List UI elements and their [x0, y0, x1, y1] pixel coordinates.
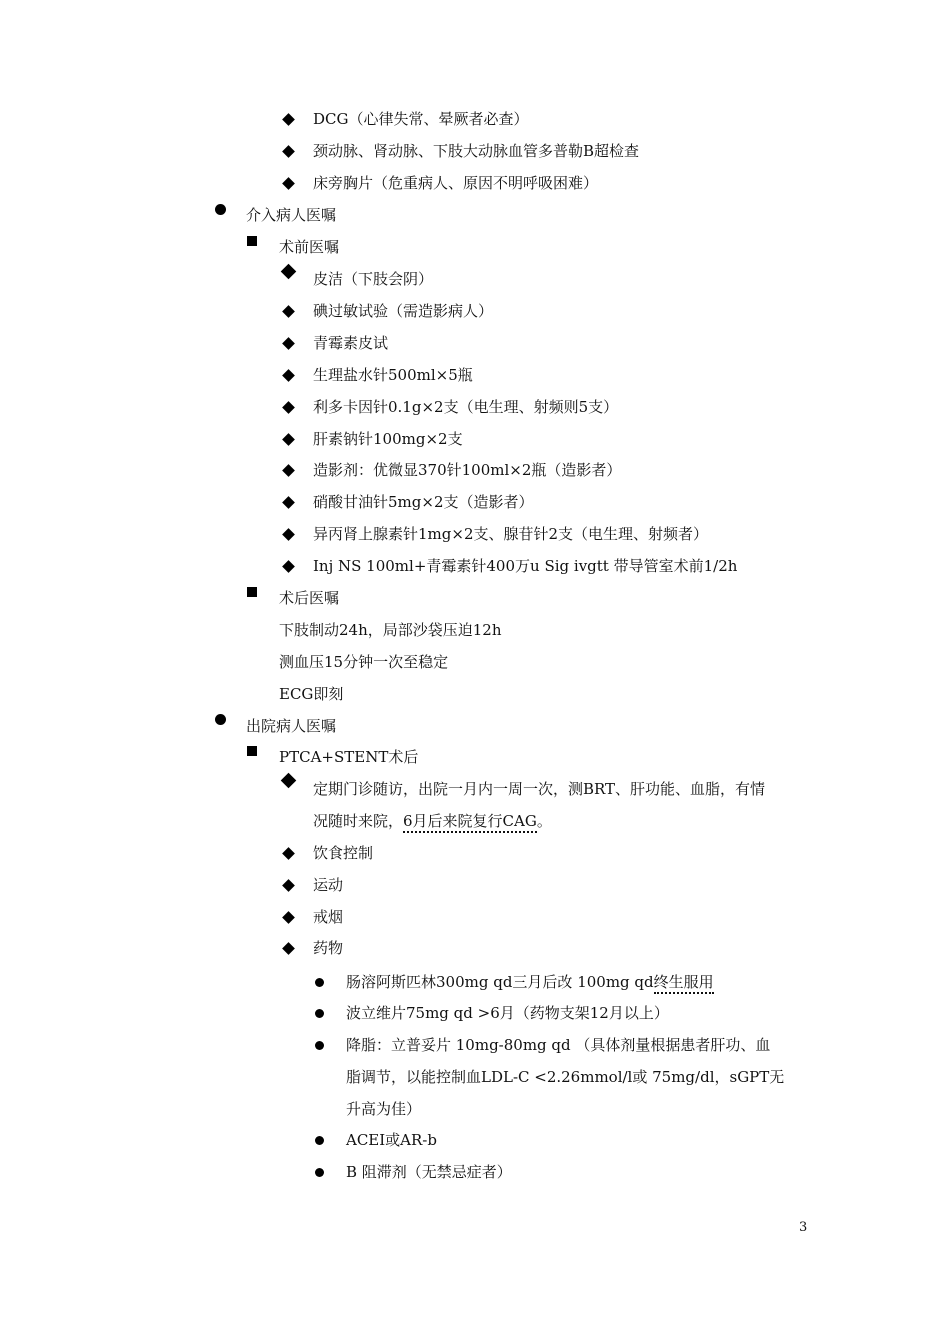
item-doppler: 颈动脉、肾动脉、下肢大动脉血管多普勒B超检查	[313, 142, 640, 160]
followup-text-c: 。	[536, 812, 552, 830]
dot-bullet-icon	[315, 1136, 324, 1145]
item-bp: 测血压15分钟一次至稳定	[279, 653, 449, 671]
diamond-bullet-icon	[282, 369, 295, 382]
item-aspirin	[346, 972, 714, 992]
diamond-bullet-icon	[282, 528, 295, 541]
circle-bullet-icon	[215, 204, 226, 215]
square-bullet-icon	[247, 746, 257, 756]
item-penicillin-test: 青霉素皮试	[313, 334, 389, 352]
diamond-bullet-icon	[282, 847, 295, 860]
diamond-bullet-icon	[282, 433, 295, 446]
dot-bullet-icon	[315, 1168, 324, 1177]
item-immobilize: 下肢制动24h，局部沙袋压迫12h	[279, 621, 502, 639]
item-iodine-test: 碘过敏试验（需造影病人）	[313, 302, 494, 320]
circle-bullet-icon	[215, 714, 226, 725]
section-discharge: 出院病人医嘱	[246, 717, 337, 735]
diamond-bullet-icon	[282, 113, 295, 126]
aspirin-emphasis: 终生服用	[654, 973, 714, 994]
diamond-bullet-icon	[282, 911, 295, 924]
item-dcg: DCG（心律失常、晕厥者必查）	[313, 110, 529, 128]
item-smoking: 戒烟	[313, 908, 344, 926]
diamond-bullet-icon	[282, 305, 295, 318]
item-heparin: 肝素钠针100mg×2支	[313, 430, 463, 448]
ptca-heading: PTCA+STENT术后	[279, 748, 419, 766]
dot-bullet-icon	[315, 1009, 324, 1018]
item-isoproterenol: 异丙肾上腺素针1mg×2支、腺苷针2支（电生理、射频者）	[313, 525, 709, 543]
page-number: 3	[799, 1220, 808, 1235]
diamond-bullet-icon	[282, 401, 295, 414]
dot-bullet-icon	[315, 978, 324, 987]
item-ecg: ECG即刻	[279, 685, 344, 703]
item-lipid-line3: 升高为佳）	[346, 1100, 422, 1118]
diamond-bullet-icon	[282, 496, 295, 509]
aspirin-text: 肠溶阿斯匹林300mg qd三月后改 100mg qd	[346, 973, 654, 991]
pre-op-heading: 术前医嘱	[279, 238, 340, 256]
item-lidocaine: 利多卡因针0.1g×2支（电生理、射频则5支）	[313, 398, 619, 416]
dot-bullet-icon	[315, 1041, 324, 1050]
diamond-bullet-icon	[281, 264, 297, 280]
item-beta-blocker: Β 阻滞剂（无禁忌症者）	[346, 1163, 512, 1181]
item-acei: ACEI或AR-b	[346, 1131, 437, 1149]
square-bullet-icon	[247, 587, 257, 597]
diamond-bullet-icon	[282, 942, 295, 955]
diamond-bullet-icon	[282, 145, 295, 158]
item-nitroglycerin: 硝酸甘油针5mg×2支（造影者）	[313, 493, 534, 511]
diamond-bullet-icon	[282, 337, 295, 350]
item-lipid-line2: 脂调节，以能控制血LDL-C <2.26mmol/l或 75mg/dl，sGPT无	[346, 1068, 785, 1086]
item-lipid-line1: 降脂：立普妥片 10mg-80mg qd （具体剂量根据患者肝功、血	[346, 1036, 771, 1054]
item-drugs: 药物	[313, 939, 344, 957]
diamond-bullet-icon	[282, 177, 295, 190]
square-bullet-icon	[247, 236, 257, 246]
item-contrast: 造影剂：优微显370针100ml×2瓶（造影者）	[313, 461, 622, 479]
item-followup-line1: 定期门诊随访，出院一月内一周一次，测BRT、肝功能、血脂，有情	[313, 780, 766, 798]
diamond-bullet-icon	[281, 773, 297, 789]
item-clopidogrel: 波立维片75mg qd >6月（药物支架12月以上）	[346, 1004, 669, 1022]
item-skin-prep: 皮洁（下肢会阴）	[313, 270, 434, 288]
diamond-bullet-icon	[282, 879, 295, 892]
followup-text-a: 况随时来院，	[313, 812, 404, 830]
item-injection: Inj NS 100ml+青霉素针400万u Sig ivgtt 带导管室术前1/2h	[313, 557, 738, 575]
followup-emphasis: 6月后来院复行CAG	[403, 812, 537, 833]
post-op-heading: 术后医嘱	[279, 589, 340, 607]
diamond-bullet-icon	[282, 560, 295, 573]
section-interventional: 介入病人医嘱	[246, 206, 337, 224]
item-diet: 饮食控制	[313, 844, 374, 862]
item-saline: 生理盐水针500ml×5瓶	[313, 366, 473, 384]
item-exercise: 运动	[313, 876, 344, 894]
item-followup-line2	[313, 811, 552, 831]
diamond-bullet-icon	[282, 464, 295, 477]
item-xray: 床旁胸片（危重病人、原因不明呼吸困难）	[313, 174, 599, 192]
